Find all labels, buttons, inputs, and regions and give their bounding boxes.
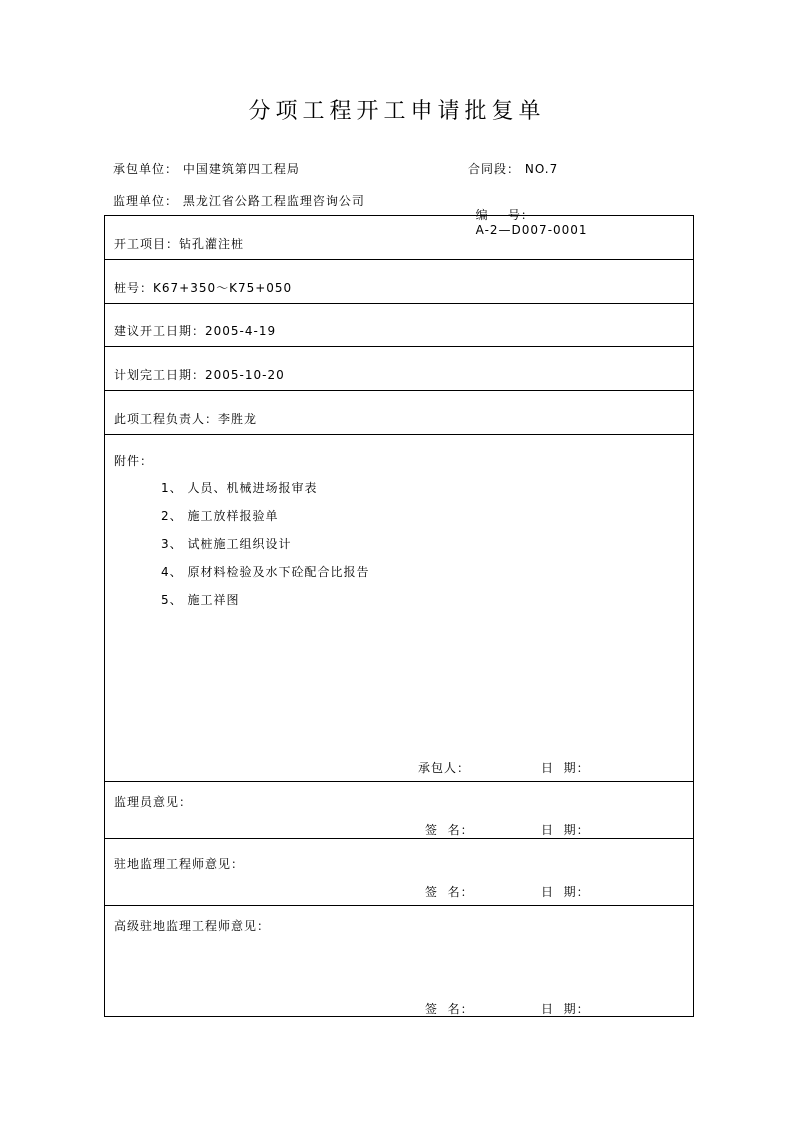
inspector-opinion-label: 监理员意见： [114,795,193,809]
contractor-date-label: 日 期： [541,761,590,775]
resident-engineer-date-label: 日 期： [541,885,590,899]
contractor-value: 中国建筑第四工程局 [182,162,300,176]
contractor-sign-label: 承包人： [418,761,471,775]
supervisor-label: 监理单位： [113,194,179,208]
row-senior-engineer-opinion [105,906,693,1016]
attachment-item: 4、 原材料检验及水下砼配合比报告 [161,565,370,579]
inspector-date-label: 日 期： [541,823,590,837]
number-label: 编 号： [475,208,534,222]
application-form-table [104,215,694,1017]
proposed-start-field: 建议开工日期：2005-4-19 [114,324,277,338]
supervisor-value: 黑龙江省公路工程监理咨询公司 [182,194,365,208]
attachment-item: 2、 施工放样报验单 [161,509,279,523]
row-station [105,260,693,304]
row-inspector-opinion [105,782,693,839]
person-in-charge-field: 此项工程负责人：李胜龙 [114,412,258,426]
row-attachments [105,435,693,782]
row-proposed-start [105,304,693,347]
form-title: 分项工程开工申请批复单 [248,99,546,124]
attachments-label: 附件： [114,454,154,468]
contractor-line [113,160,300,177]
row-person-in-charge [105,391,693,435]
contractor-label: 承包单位： [113,162,179,176]
contract-section-value: NO.7 [524,162,559,176]
station-field: 桩号：K67+350～K75+050 [114,281,293,295]
senior-engineer-opinion-label: 高级驻地监理工程师意见： [114,919,271,933]
inspector-sign-label: 签 名： [425,823,474,837]
project-field: 开工项目：钻孔灌注桩 [114,237,245,251]
row-planned-finish [105,347,693,391]
row-project [105,216,693,260]
contract-section-label: 合同段： [468,162,521,176]
row-resident-engineer-opinion [105,839,693,906]
senior-engineer-sign-label: 签 名： [425,1002,474,1016]
resident-engineer-sign-label: 签 名： [425,885,474,899]
supervisor-line [113,192,365,209]
number-value: A-2—D007-0001 [475,223,588,237]
resident-engineer-opinion-label: 驻地监理工程师意见： [114,857,245,871]
attachment-item: 5、 施工祥图 [161,593,240,607]
attachment-item: 3、 试桩施工组织设计 [161,537,292,551]
planned-finish-field: 计划完工日期：2005-10-20 [114,368,285,382]
attachment-item: 1、 人员、机械进场报审表 [161,481,318,495]
senior-engineer-date-label: 日 期： [541,1002,590,1016]
contract-section-line [468,160,558,177]
